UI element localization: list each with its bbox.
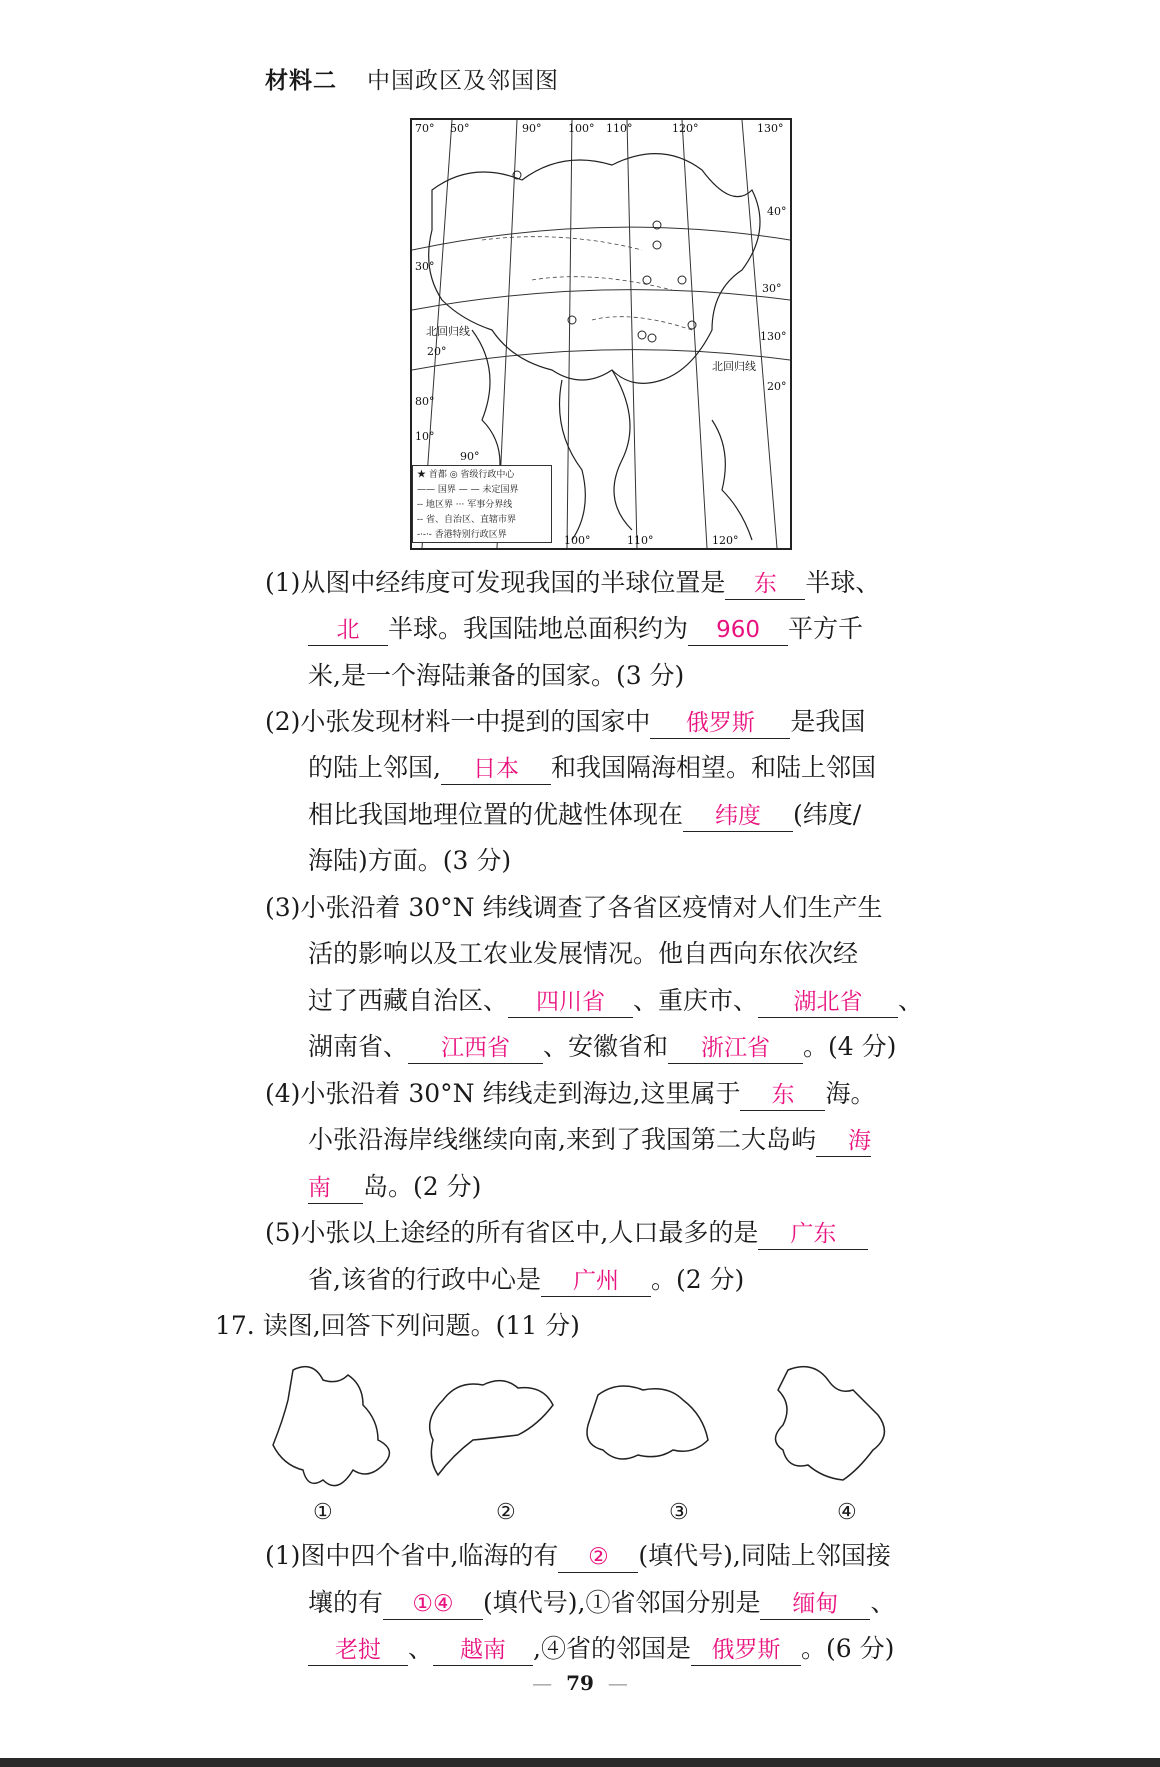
q1-text: (1)从图中经纬度可发现我国的半球位置是 [265, 568, 726, 597]
map-deg-right-3: 130° [760, 330, 787, 343]
q17-text: (填代号),同陆上邻国接 [638, 1541, 891, 1570]
q17-answer-2: ①④ [383, 1589, 483, 1620]
q17-line1 [0, 1541, 1160, 1573]
q5-answer-1: 广东 [758, 1219, 868, 1250]
q2-answer-2: 日本 [441, 754, 551, 785]
q17-text: (填代号),①省邻国分别是 [483, 1588, 761, 1617]
q2-answer-3: 纬度 [683, 801, 793, 832]
q2-line3 [0, 800, 1160, 832]
map-deg-left-2: 80° [415, 395, 435, 408]
q17-line3 [0, 1634, 1160, 1666]
q2-answer-1: 俄罗斯 [650, 708, 790, 739]
map-deg-right-4: 20° [767, 380, 787, 393]
q2-text: 是我国 [790, 707, 866, 736]
q17-text: 。(6 分) [800, 1634, 895, 1663]
map-tropic-left: 北回归线 [426, 325, 470, 338]
legend-row: -- 省、自治区、直辖市界 [417, 515, 516, 525]
q3-text: 过了西藏自治区、 [308, 986, 509, 1015]
map-deg-top-1: 50° [450, 122, 470, 135]
q5-text: 。(2 分) [650, 1265, 745, 1294]
bottom-bar [0, 1758, 1160, 1767]
q5-text: 省,该省的行政中心是 [308, 1265, 541, 1294]
map-deg-right-1: 40° [767, 205, 787, 218]
q4-line2 [0, 1125, 1160, 1157]
q4-answer-1: 东 [740, 1080, 825, 1111]
q5-text: (5)小张以上途经的所有省区中,人口最多的是 [265, 1218, 759, 1247]
q2-text: 相比我国地理位置的优越性体现在 [308, 800, 684, 829]
map-deg-left-3: 10° [415, 430, 435, 443]
q2-line4: 海陆)方面。(3 分) [308, 846, 512, 875]
map-legend [412, 465, 552, 543]
province-outlines [268, 1360, 923, 1520]
q2-text: (2)小张发现材料一中提到的国家中 [265, 707, 651, 736]
map-deg-right-2: 30° [762, 282, 782, 295]
map-deg-left-1: 20° [427, 345, 447, 358]
q2-text: 的陆上邻国, [308, 753, 441, 782]
q5-line2 [0, 1265, 1160, 1297]
map-deg-top-3: 100° [568, 122, 595, 135]
material-title-text: 中国政区及邻国图 [367, 68, 559, 94]
q17-answer-1: ② [558, 1542, 638, 1573]
page-number [0, 1671, 1160, 1695]
q3-line2: 活的影响以及工农业发展情况。他自西向东依次经 [308, 939, 859, 968]
q17-answer-3: 缅甸 [760, 1589, 870, 1620]
province-caption-3: ③ [669, 1500, 689, 1525]
q3-text: 、 [898, 986, 924, 1015]
q3-answer-1: 四川省 [508, 987, 633, 1018]
q2-text: 和我国隔海相望。和陆上邻国 [550, 753, 876, 782]
legend-row: ★ 首都 ◎ 省级行政中心 [417, 470, 515, 480]
q17-text: 、 [870, 1588, 896, 1617]
q1-text: 半球、 [805, 568, 881, 597]
q3-line3 [0, 986, 1160, 1018]
map-deg-left-4: 90° [460, 450, 480, 463]
material-title [265, 62, 559, 95]
q3-answer-3: 江西省 [408, 1033, 543, 1064]
map-deg-bottom-1: 110° [627, 534, 654, 547]
legend-row: —— 国界 — — 未定国界 [417, 485, 519, 495]
q1-line3: 米,是一个海陆兼备的国家。(3 分) [308, 661, 685, 690]
map-deg-bottom-2: 120° [712, 534, 739, 547]
q17-text: ,④省的邻国是 [533, 1634, 691, 1663]
q17-answer-5: 越南 [433, 1635, 533, 1666]
q3-text: 湖南省、 [308, 1032, 409, 1061]
province-outline-2 [430, 1381, 553, 1475]
map-deg-top-5: 120° [672, 122, 699, 135]
q4-line1 [0, 1079, 1160, 1111]
q17-text: (1)图中四个省中,临海的有 [265, 1541, 559, 1570]
material-label: 材料二 [265, 68, 337, 94]
province-outline-1 [273, 1367, 389, 1486]
map-deg-top-2: 90° [522, 122, 542, 135]
q1-answer-1: 东 [725, 569, 805, 600]
q4-text: 海。 [825, 1079, 876, 1108]
q3-answer-2: 湖北省 [758, 987, 898, 1018]
map-deg-left-0: 30° [415, 260, 435, 273]
q5-answer-2: 广州 [541, 1266, 651, 1297]
q4-answer-2a: 海 [816, 1126, 871, 1157]
q2-line2 [0, 753, 1160, 785]
q17-answer-4: 老挝 [308, 1635, 408, 1666]
q1-answer-2: 北 [308, 615, 388, 646]
q2-line1 [0, 707, 1160, 739]
legend-row: -- 地区界 ··· 军事分界线 [417, 500, 513, 510]
q17-answer-6: 俄罗斯 [691, 1635, 801, 1666]
q1-text: 平方千 [788, 614, 864, 643]
q1-text: 半球。我国陆地总面积约为 [388, 614, 689, 643]
q4-text: 岛。(2 分) [363, 1172, 482, 1201]
page-number-value: 79 [566, 1671, 594, 1695]
q4-text: 小张沿海岸线继续向南,来到了我国第二大岛屿 [308, 1125, 816, 1154]
q17-line2 [0, 1588, 1160, 1620]
q3-text: 。(4 分) [803, 1032, 897, 1061]
q1-line2 [0, 614, 1160, 646]
q1-answer-3: 960 [688, 615, 788, 646]
province-outline-3 [587, 1386, 708, 1459]
page-dash-left: — [532, 1671, 553, 1695]
page-dash-right: — [607, 1671, 628, 1695]
q4-answer-2b: 南 [308, 1173, 363, 1204]
map-deg-top-6: 130° [757, 122, 784, 135]
q3-answer-4: 浙江省 [668, 1033, 803, 1064]
map-deg-top-0: 70° [415, 122, 435, 135]
q4-text: (4)小张沿着 30°N 纬线走到海边,这里属于 [265, 1079, 741, 1108]
q3-line4 [0, 1032, 1160, 1064]
q17-stem: 17. 读图,回答下列问题。(11 分) [215, 1311, 580, 1340]
province-caption-4: ④ [837, 1500, 857, 1525]
province-caption-2: ② [496, 1500, 516, 1525]
q3-line1: (3)小张沿着 30°N 纬线调查了各省区疫情对人们生产生 [265, 893, 883, 922]
q4-line3 [0, 1172, 1160, 1204]
province-outline-4 [776, 1367, 885, 1480]
q5-line1 [0, 1218, 1160, 1250]
q1-line1 [0, 568, 1160, 600]
q3-text: 、重庆市、 [633, 986, 759, 1015]
map-tropic-right: 北回归线 [712, 360, 756, 373]
q17-text: 壤的有 [308, 1588, 384, 1617]
q3-text: 、安徽省和 [543, 1032, 669, 1061]
q17-text: 、 [408, 1634, 434, 1663]
map-deg-bottom-0: 100° [564, 534, 591, 547]
map-deg-top-4: 110° [606, 122, 633, 135]
q2-text: (纬度/ [793, 800, 862, 829]
legend-row: -·-·- 香港特别行政区界 [417, 530, 507, 540]
province-caption-1: ① [313, 1500, 333, 1525]
